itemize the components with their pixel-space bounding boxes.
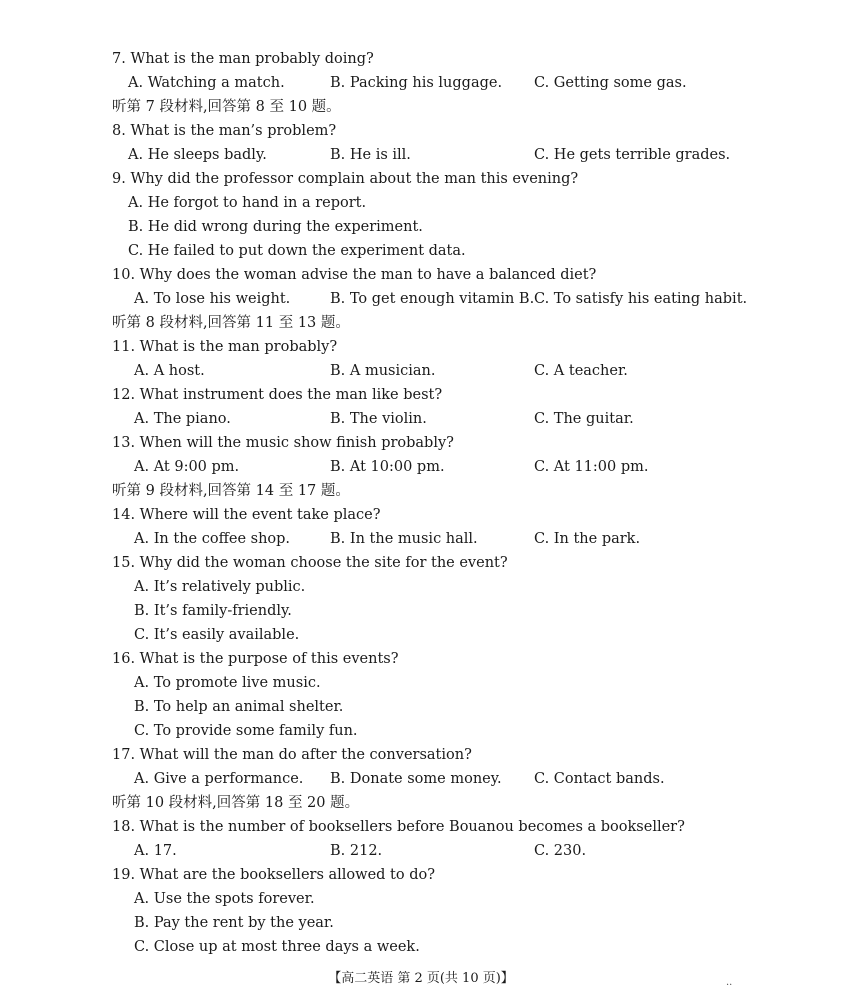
option-b: B. Pay the rent by the year. [134,915,334,931]
option-b: B. A musician. [330,363,436,379]
question-text: 10. Why does the woman advise the man to have a balanced diet? [112,267,597,283]
question-16-option-a [0,672,842,694]
section-instruction-9: 听第 9 段材料,回答第 14 至 17 题。 [112,483,350,499]
option-a: A. Use the spots forever. [134,891,315,907]
question-15 [0,552,842,574]
option-c: C. Getting some gas. [534,75,687,91]
question-text: 12. What instrument does the man like best? [112,387,443,403]
option-a: A. He sleeps badly. [128,147,267,163]
section-instruction-10: 听第 10 段材料,回答第 18 至 20 题。 [112,795,360,811]
option-c: C. Contact bands. [534,771,665,787]
option-a: A. Give a performance. [134,771,304,787]
option-b: B. He did wrong during the experiment. [128,219,423,235]
question-text: 11. What is the man probably? [112,339,338,355]
option-c: C. 230. [534,843,587,859]
question-8-options [0,144,842,166]
option-a: A. Watching a match. [128,75,285,91]
option-a: A. In the coffee shop. [134,531,291,547]
option-a: A. At 9:00 pm. [134,459,240,475]
option-b: B. 212. [330,843,383,859]
question-16-option-c [0,720,842,742]
page-footer: 【高二英语 第 2 页(共 10 页)】 [328,971,514,986]
question-19 [0,864,842,886]
option-c: C. A teacher. [534,363,628,379]
option-c: C. It’s easily available. [134,627,300,643]
question-10-options [0,288,842,310]
question-15-option-a [0,576,842,598]
question-19-option-a [0,888,842,910]
option-c: C. He gets terrible grades. [534,147,731,163]
section-instruction-7: 听第 7 段材料,回答第 8 至 10 题。 [112,99,341,115]
option-b: B. The violin. [330,411,427,427]
option-b: B. To get enough vitamin B. [330,291,535,307]
question-text: 19. What are the booksellers allowed to do? [112,867,435,883]
option-b: B. In the music hall. [330,531,478,547]
question-9-option-c [0,240,842,262]
question-14 [0,504,842,526]
question-text: 15. Why did the woman choose the site for the event? [112,555,508,571]
option-c: C. To satisfy his eating habit. [534,291,748,307]
option-b: B. Donate some money. [330,771,502,787]
option-b: B. To help an animal shelter. [134,699,344,715]
option-a: A. The piano. [134,411,231,427]
question-16 [0,648,842,670]
option-a: A. A host. [134,363,205,379]
question-text: 9. Why did the professor complain about the man this evening? [112,171,579,187]
question-8 [0,120,842,142]
question-18-options [0,840,842,862]
question-13 [0,432,842,454]
question-16-option-b [0,696,842,718]
option-a: A. He forgot to hand in a report. [128,195,367,211]
question-17 [0,744,842,766]
option-c: C. To provide some family fun. [134,723,358,739]
question-9 [0,168,842,190]
question-12 [0,384,842,406]
option-b: B. He is ill. [330,147,411,163]
question-text: 8. What is the man’s problem? [112,123,337,139]
question-text: 17. What will the man do after the conversation? [112,747,472,763]
section-instruction-8: 听第 8 段材料,回答第 11 至 13 题。 [112,315,350,331]
question-11-options [0,360,842,382]
question-text: 18. What is the number of booksellers before Bouanou becomes a bookseller? [112,819,685,835]
question-text: 7. What is the man probably doing? [112,51,374,67]
question-13-options [0,456,842,478]
question-9-option-b [0,216,842,238]
question-text: 14. Where will the event take place? [112,507,381,523]
question-text: 16. What is the purpose of this events? [112,651,399,667]
option-a: A. 17. [134,843,177,859]
footer-mark: ·· [726,980,733,991]
option-a: A. To lose his weight. [134,291,291,307]
option-a: A. To promote live music. [134,675,321,691]
option-a: A. It’s relatively public. [134,579,306,595]
option-c: C. At 11:00 pm. [534,459,649,475]
question-17-options [0,768,842,790]
question-7-options [0,72,842,94]
question-19-option-b [0,912,842,934]
question-14-options [0,528,842,550]
question-19-option-c [0,936,842,958]
option-c: C. In the park. [534,531,641,547]
question-15-option-b [0,600,842,622]
question-11 [0,336,842,358]
question-18 [0,816,842,838]
question-15-option-c [0,624,842,646]
question-10 [0,264,842,286]
option-b: B. It’s family-friendly. [134,603,292,619]
question-text: 13. When will the music show finish probably? [112,435,454,451]
option-c: C. He failed to put down the experiment data. [128,243,466,259]
option-c: C. Close up at most three days a week. [134,939,420,955]
question-7 [0,48,842,70]
option-b: B. Packing his luggage. [330,75,503,91]
question-12-options [0,408,842,430]
option-b: B. At 10:00 pm. [330,459,445,475]
question-9-option-a [0,192,842,214]
option-c: C. The guitar. [534,411,634,427]
